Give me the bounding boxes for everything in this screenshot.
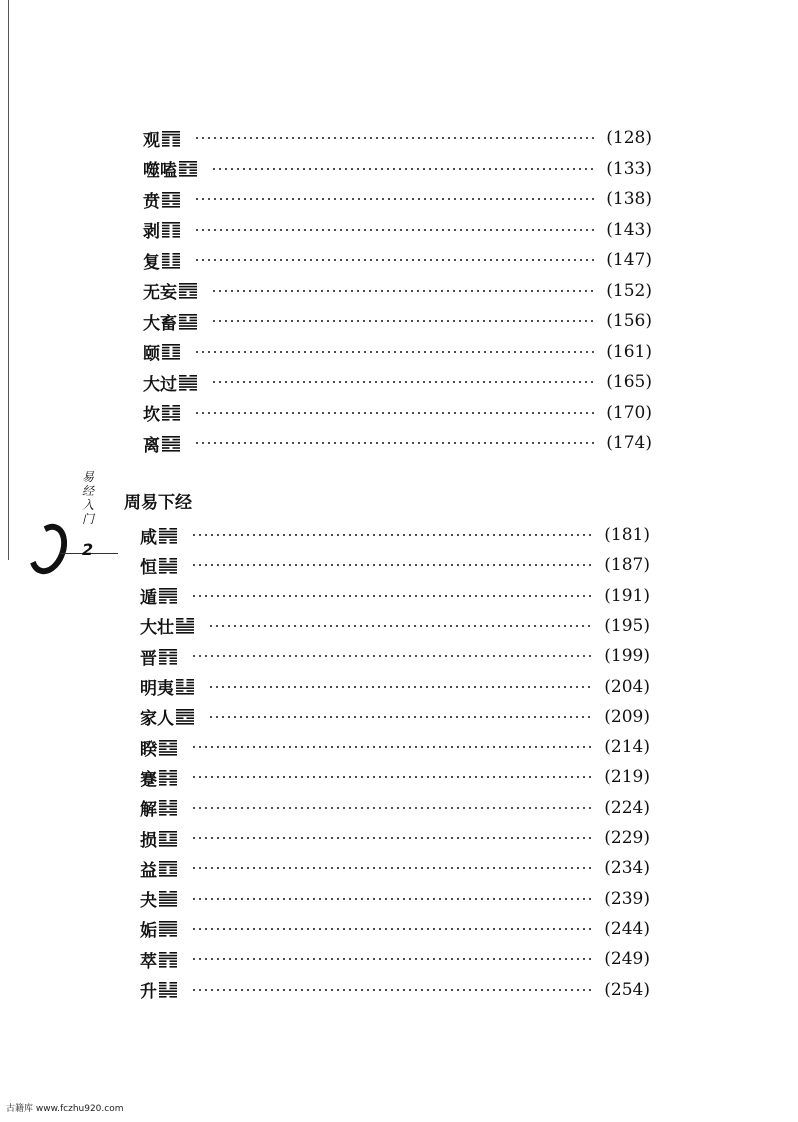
dot-leader — [211, 381, 596, 383]
entry-page-number: (152) — [606, 280, 652, 301]
dot-leader — [191, 655, 594, 657]
hexagram-icon — [159, 769, 177, 786]
entry-page-number: (181) — [604, 525, 650, 545]
hexagram-icon — [176, 708, 194, 725]
entry-page-number: (165) — [606, 372, 652, 392]
entry-title: 颐 — [143, 344, 160, 364]
dot-leader — [208, 686, 594, 688]
dot-leader — [191, 746, 594, 748]
entry-page-number: (229) — [604, 828, 650, 848]
entry-page-number: (204) — [604, 676, 650, 697]
entry-page-number: (199) — [604, 646, 650, 667]
dot-leader — [211, 168, 596, 170]
hexagram-icon — [162, 252, 180, 269]
entry-title: 萃 — [140, 951, 157, 972]
toc-entry[interactable] — [143, 400, 652, 426]
toc-entry[interactable] — [143, 217, 652, 243]
dot-leader — [194, 137, 596, 139]
toc-entry[interactable] — [140, 795, 650, 821]
entry-title: 大过 — [143, 374, 177, 395]
entry-title: 咸 — [140, 527, 157, 548]
toc-entry[interactable] — [140, 855, 650, 881]
entry-page-number: (224) — [604, 797, 650, 818]
bracket-mark — [22, 518, 74, 579]
toc-entry[interactable] — [140, 916, 650, 942]
hexagram-icon — [159, 951, 177, 968]
entry-title: 遁 — [140, 588, 157, 609]
dot-leader — [208, 625, 594, 627]
margin-line — [8, 0, 9, 560]
dot-leader — [191, 595, 594, 597]
hexagram-icon — [159, 527, 177, 544]
dot-leader — [191, 989, 594, 991]
toc-entry[interactable] — [143, 430, 652, 456]
entry-title: 解 — [140, 800, 157, 821]
entry-title: 大畜 — [143, 313, 177, 334]
entry-title: 大壮 — [140, 618, 174, 639]
entry-page-number: (219) — [604, 767, 650, 788]
entry-title: 离 — [143, 435, 160, 456]
entry-page-number: (138) — [606, 189, 652, 209]
entry-page-number: (234) — [604, 858, 650, 879]
dot-leader — [191, 928, 594, 930]
entry-page-number: (244) — [604, 918, 650, 939]
footer-watermark: 古籍库 www.fczhu920.com — [6, 1104, 124, 1114]
entry-title: 益 — [140, 860, 157, 881]
entry-page-number: (191) — [604, 585, 650, 606]
entry-page-number: (249) — [604, 949, 650, 970]
hexagram-icon — [159, 830, 177, 847]
entry-page-number: (128) — [606, 128, 652, 148]
hexagram-icon — [162, 221, 180, 238]
entry-title: 姤 — [140, 921, 157, 942]
toc-entry[interactable] — [140, 825, 650, 851]
entry-page-number: (187) — [604, 555, 650, 576]
toc-entry[interactable] — [140, 764, 650, 790]
toc-entry[interactable] — [140, 583, 650, 609]
toc-entry[interactable] — [143, 247, 652, 273]
dot-leader — [191, 807, 594, 809]
toc-entry[interactable] — [140, 522, 650, 548]
toc-entry[interactable] — [143, 339, 652, 365]
dot-leader — [194, 412, 596, 414]
dot-leader — [191, 534, 594, 536]
entry-page-number: (239) — [604, 888, 650, 909]
entry-title: 损 — [140, 830, 157, 851]
toc-entry[interactable] — [140, 674, 650, 700]
section-heading: 周易下经 — [124, 493, 192, 513]
toc-entry[interactable] — [143, 369, 652, 395]
entry-title: 睽 — [140, 739, 157, 760]
entry-page-number: (143) — [606, 219, 652, 240]
entry-title: 蹇 — [140, 769, 157, 790]
entry-page-number: (254) — [604, 979, 650, 1000]
toc-entry[interactable] — [140, 886, 650, 912]
dot-leader — [211, 290, 596, 292]
hexagram-icon — [159, 860, 177, 877]
hexagram-icon — [162, 343, 180, 360]
entry-title: 家人 — [140, 709, 174, 730]
toc-entry[interactable] — [140, 643, 650, 669]
dot-leader — [194, 229, 596, 231]
toc-entry[interactable] — [140, 977, 650, 1003]
toc-entry[interactable] — [143, 278, 652, 304]
entry-page-number: (161) — [606, 341, 652, 362]
dot-leader — [194, 198, 596, 200]
hexagram-icon — [159, 557, 177, 574]
dot-leader — [194, 351, 596, 353]
hexagram-icon — [162, 130, 180, 147]
hexagram-icon — [159, 799, 177, 816]
entry-title: 升 — [140, 982, 157, 1002]
entry-page-number: (170) — [606, 402, 652, 423]
dot-leader — [191, 898, 594, 900]
entry-title: 复 — [143, 252, 160, 273]
entry-title: 坎 — [143, 405, 160, 425]
toc-entry[interactable] — [143, 186, 652, 212]
entry-page-number: (214) — [604, 737, 650, 758]
hexagram-icon — [162, 191, 180, 208]
toc-entry[interactable] — [143, 125, 652, 151]
toc-entry[interactable] — [140, 704, 650, 730]
hexagram-icon — [162, 404, 180, 421]
entry-title: 晋 — [140, 648, 157, 669]
entry-page-number: (156) — [606, 311, 652, 331]
hexagram-icon — [176, 617, 194, 634]
dot-leader — [191, 564, 594, 566]
toc-entry[interactable] — [143, 308, 652, 334]
toc-entry[interactable] — [140, 946, 650, 972]
hexagram-icon — [159, 981, 177, 998]
running-header: 易经入门 — [81, 470, 94, 526]
hexagram-icon — [179, 160, 197, 177]
dot-leader — [211, 320, 596, 322]
entry-title: 剥 — [143, 222, 160, 242]
entry-page-number: (147) — [606, 250, 652, 270]
entry-title: 贲 — [143, 191, 160, 212]
hexagram-icon — [159, 890, 177, 907]
toc-entry[interactable] — [140, 613, 650, 639]
toc-entry[interactable] — [143, 156, 652, 182]
dot-leader — [208, 716, 594, 718]
hexagram-icon — [159, 587, 177, 604]
hexagram-icon — [159, 739, 177, 756]
hexagram-icon — [179, 282, 197, 299]
entry-title: 噬嗑 — [143, 161, 177, 181]
entry-title: 观 — [143, 130, 160, 151]
entry-title: 无妄 — [143, 283, 177, 303]
toc-entry[interactable] — [140, 734, 650, 760]
hexagram-icon — [179, 374, 197, 391]
hexagram-icon — [159, 648, 177, 665]
dot-leader — [191, 837, 594, 839]
hexagram-icon — [176, 678, 194, 695]
toc-entry[interactable] — [140, 552, 650, 578]
entry-page-number: (133) — [606, 158, 652, 179]
dot-leader — [194, 442, 596, 444]
entry-title: 明夷 — [140, 679, 174, 699]
entry-page-number: (174) — [606, 433, 652, 453]
page-number: 2 — [82, 540, 94, 559]
hexagram-icon — [179, 313, 197, 330]
dot-leader — [191, 958, 594, 960]
entry-title: 恒 — [140, 557, 157, 578]
hexagram-icon — [162, 435, 180, 452]
dot-leader — [191, 867, 594, 869]
dot-leader — [191, 776, 594, 778]
entry-title: 夬 — [140, 891, 157, 912]
entry-page-number: (209) — [604, 706, 650, 727]
dot-leader — [194, 259, 596, 261]
hexagram-icon — [159, 920, 177, 937]
entry-page-number: (195) — [604, 615, 650, 636]
